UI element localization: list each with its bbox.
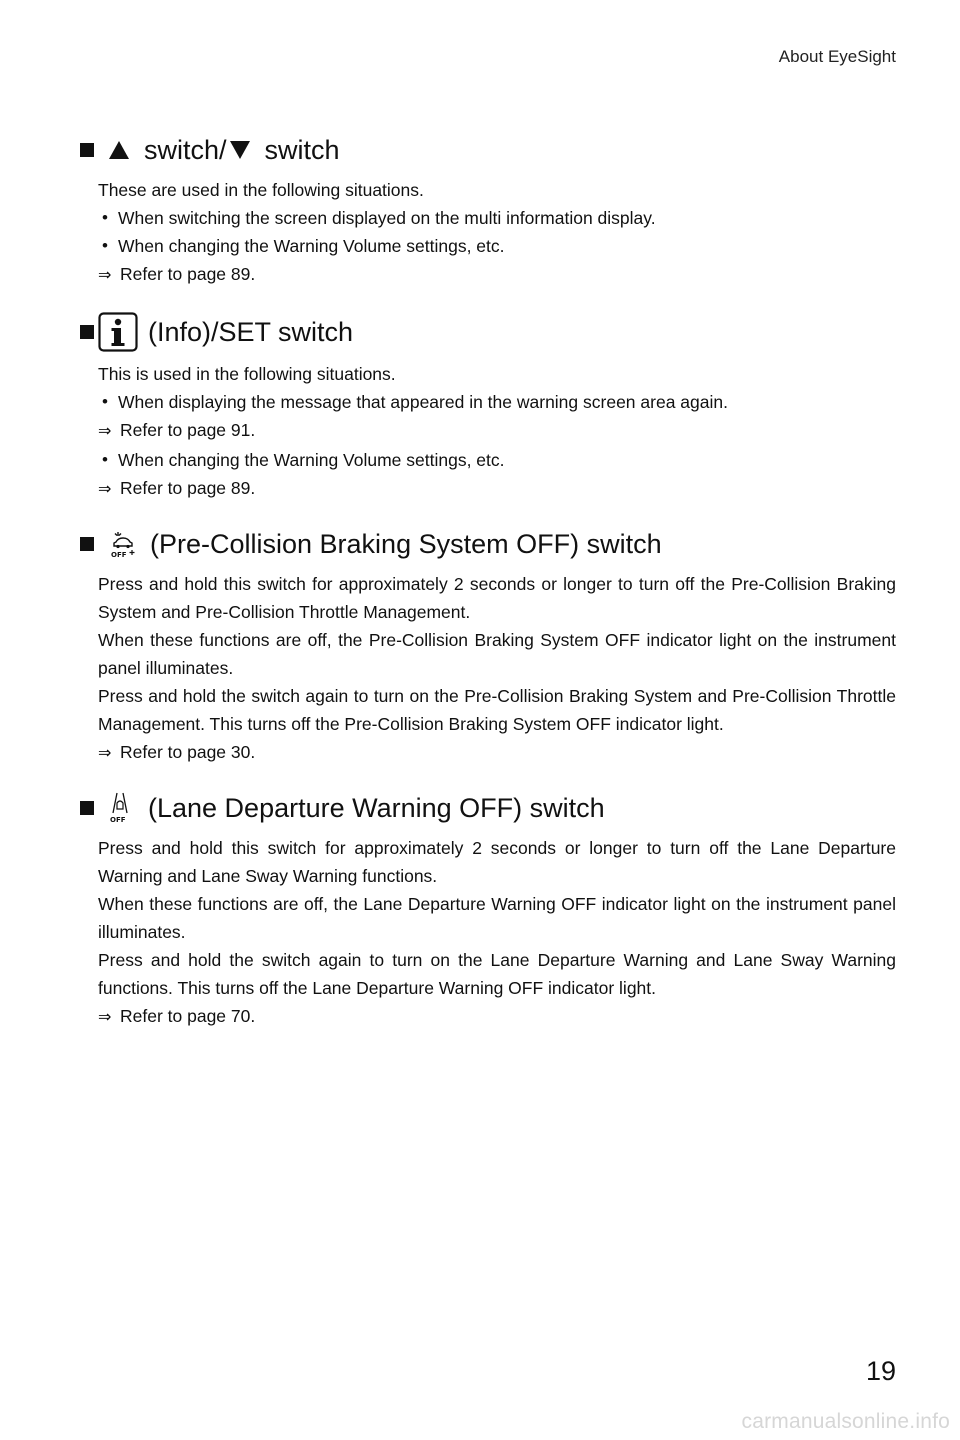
arrow-right-icon: ⇒ [98,423,112,440]
section-heading-text: (Lane Departure Warning OFF) switch [148,793,605,823]
running-header: About EyeSight [778,47,896,66]
bullet-item [98,232,896,260]
paragraph: Press and hold this switch for approximately 2 seconds or longer to turn off the Lane Departure Warning and Lane Sway Warning functions. [98,838,896,886]
page-reference-text: Refer to page 70. [120,1006,256,1026]
page-reference-text: Refer to page 89. [120,478,256,498]
watermark: carmanualsonline.info [741,1410,950,1433]
square-bullet-icon [80,801,94,815]
bullet-item [98,446,896,474]
bullet-icon: • [102,450,108,469]
bullet-icon: • [102,236,108,255]
page-content [80,132,896,1054]
square-bullet-icon [80,143,94,157]
bullet-text: When changing the Warning Volume settings, etc. [118,236,505,256]
page-reference [98,738,896,768]
bullet-icon: • [102,392,108,411]
paragraph: When these functions are off, the Lane Departure Warning OFF indicator light on the instrument panel illuminates. [98,894,896,942]
arrow-right-icon: ⇒ [98,1009,112,1026]
section-body [80,360,896,504]
page-number: 19 [865,1356,896,1386]
section-pre-collision-off-switch [80,526,896,768]
section-lane-departure-off-switch [80,790,896,1032]
square-bullet-icon [80,325,94,339]
bullet-text: When changing the Warning Volume settings, etc. [118,450,505,470]
bullet-text: When displaying the message that appeared in the warning screen area again. [118,392,728,412]
paragraph: Press and hold the switch again to turn on the Pre-Collision Braking System and Pre-Collision Throttle Management. This turns off the Pre-Collision Braking System OFF indicator light. [98,686,896,734]
square-bullet-icon [80,537,94,551]
paragraph: When these functions are off, the Pre-Collision Braking System OFF indicator light on the instrument panel illuminates. [98,630,896,678]
page-reference [98,416,896,446]
section-info-set-switch [80,312,896,504]
up-triangle-icon [108,140,130,160]
section-heading-text: (Info)/SET switch [148,317,354,347]
section-body [80,176,896,290]
section-heading [80,132,896,168]
bullet-item [98,204,896,232]
section-body [80,834,896,1032]
lane-departure-warning-off-icon [108,791,132,825]
page-reference [98,474,896,504]
bullet-icon: • [102,208,108,227]
arrow-right-icon: ⇒ [98,267,112,284]
section-heading [80,790,896,826]
arrow-right-icon: ⇒ [98,745,112,762]
page-reference-text: Refer to page 30. [120,742,256,762]
section-heading [80,312,896,352]
page-reference [98,1002,896,1032]
bullet-text: When switching the screen displayed on the multi information display. [118,208,656,228]
paragraph: These are used in the following situations. [98,180,424,200]
section-heading [80,526,896,562]
section-heading-text: switch/ [144,135,227,165]
section-up-down-switch [80,132,896,290]
arrow-right-icon: ⇒ [98,481,112,498]
page-reference-text: Refer to page 89. [120,264,256,284]
paragraph: Press and hold the switch again to turn on the Lane Departure Warning and Lane Sway Warning functions. This turns off the Lane Departure Warning OFF indicator light. [98,950,896,998]
lane-departure-off-label: OFF [110,816,126,824]
paragraph: Press and hold this switch for approximately 2 seconds or longer to turn off the Pre-Collision Braking System and Pre-Collision Throttle Management. [98,574,896,622]
down-triangle-icon [229,140,251,160]
section-body [80,570,896,768]
page-reference [98,260,896,290]
pre-collision-braking-off-icon [108,528,138,560]
section-heading-text: (Pre-Collision Braking System OFF) switch [150,529,662,559]
info-icon [98,312,138,352]
page-reference-text: Refer to page 91. [120,420,256,440]
pre-collision-off-label: OFF [111,551,127,559]
bullet-item [98,388,896,416]
paragraph: This is used in the following situations. [98,364,396,384]
section-heading-text: switch [264,135,340,165]
